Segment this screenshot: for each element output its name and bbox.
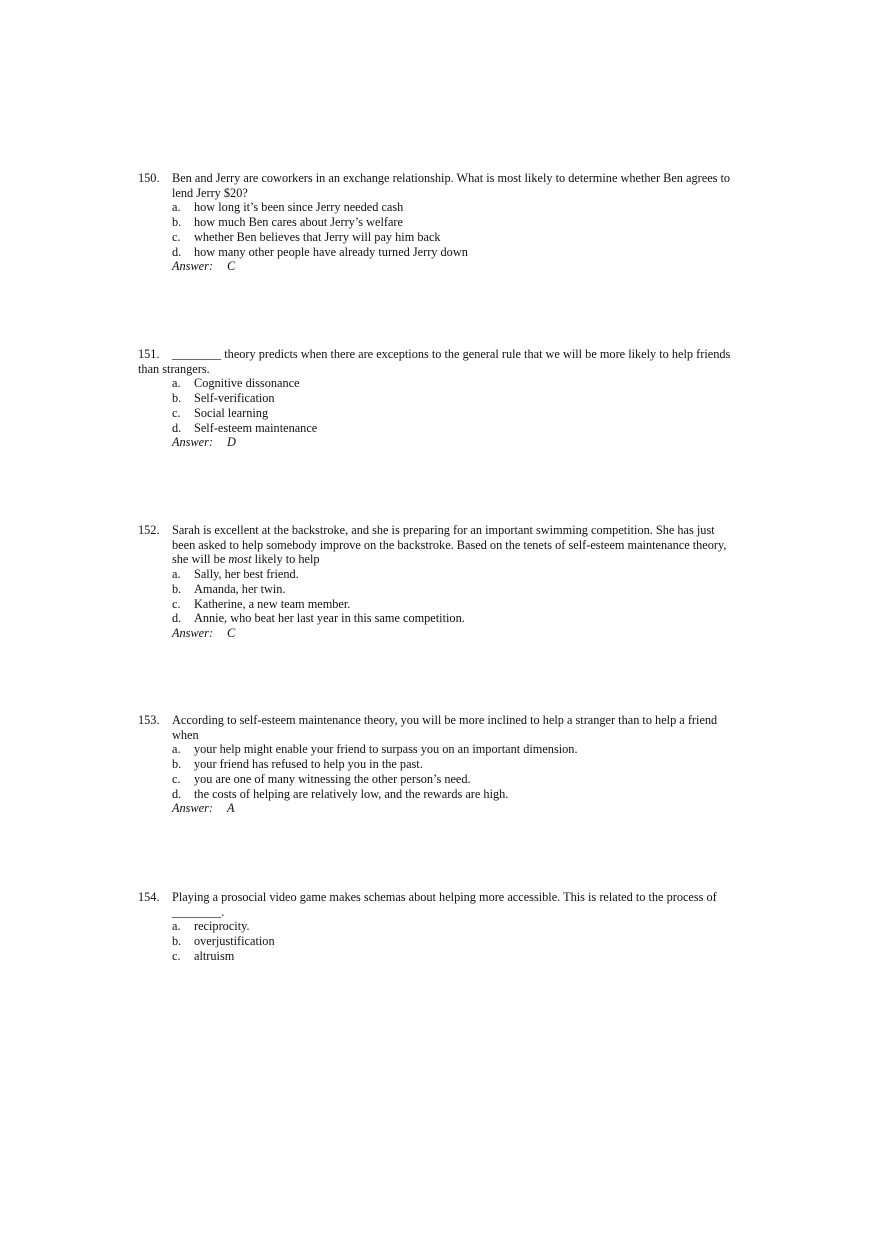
question-154 (138, 890, 738, 964)
answer: Answer: C (172, 625, 236, 640)
option-c: c. altruism (172, 948, 235, 963)
option-c: c. Katherine, a new team member. (172, 596, 351, 611)
option-c: c. you are one of many witnessing the other person’s need. (172, 771, 471, 786)
question-153 (138, 713, 738, 816)
option-c: c. whether Ben believes that Jerry will pay him back (172, 229, 441, 244)
option-b: b. Self-verification (172, 391, 275, 406)
question-number: 151. (138, 347, 160, 361)
question-stem: Sarah is excellent at the backstroke, and she is preparing for an important swimming competition. She has just been asked to help somebody improve on the backstroke. Based on the tenets of self-esteem maintenance theory, she will be most likely to help (172, 523, 727, 567)
option-a: a. how long it’s been since Jerry needed cash (172, 200, 404, 215)
question-number: 152. (138, 523, 160, 537)
option-b: b. Amanda, her twin. (172, 581, 286, 596)
option-c: c. Social learning (172, 405, 269, 420)
option-d: d. Annie, who beat her last year in this same competition. (172, 611, 465, 626)
option-b: b. how much Ben cares about Jerry’s welfare (172, 215, 403, 230)
answer: Answer: D (172, 435, 236, 450)
question-stem: Playing a prosocial video game makes schemas about helping more accessible. This is related to the process of ________. (172, 890, 717, 919)
answer: Answer: A (172, 801, 235, 816)
option-a: a. your help might enable your friend to surpass you on an important dimension. (172, 742, 578, 757)
option-a: a. Sally, her best friend. (172, 567, 299, 582)
option-a: a. Cognitive dissonance (172, 376, 300, 391)
answer: Answer: C (172, 259, 236, 274)
option-a: a. reciprocity. (172, 919, 250, 934)
question-150 (138, 171, 738, 274)
question-stem: Ben and Jerry are coworkers in an exchange relationship. What is most likely to determine whether Ben agrees to lend Jerry $20? (172, 171, 731, 200)
question-number: 154. (138, 890, 160, 904)
option-b: b. your friend has refused to help you in the past. (172, 757, 423, 772)
option-d: d. the costs of helping are relatively low, and the rewards are high. (172, 786, 509, 801)
question-151 (138, 347, 738, 450)
option-b: b. overjustification (172, 934, 275, 949)
question-stem: According to self-esteem maintenance theory, you will be more inclined to help a stranger than to help a friend when (172, 713, 718, 742)
question-number: 150. (138, 171, 160, 185)
option-d: d. how many other people have already turned Jerry down (172, 244, 468, 259)
question-number: 153. (138, 713, 160, 727)
option-d: d. Self-esteem maintenance (172, 420, 318, 435)
question-stem: ________ theory predicts when there are exceptions to the general rule that we will be more likely to help friends than strangers. (138, 347, 731, 376)
question-152 (138, 523, 738, 641)
